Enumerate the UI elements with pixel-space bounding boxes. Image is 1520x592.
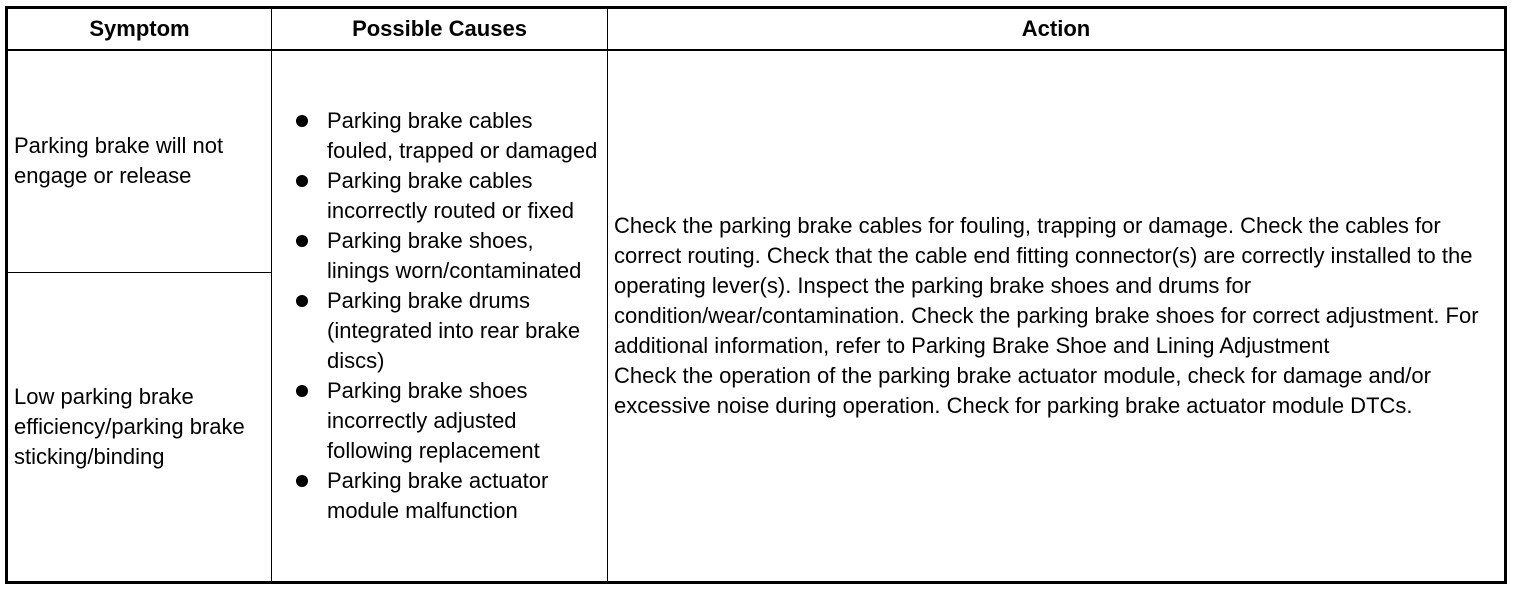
possible-causes-header: Possible Causes (272, 8, 608, 51)
action-header: Action (608, 8, 1506, 51)
cause-text: Parking brake cables incorrectly routed or fixed (327, 168, 574, 223)
bullet-icon (296, 385, 308, 397)
bullet-icon (296, 295, 308, 307)
cause-text: Parking brake shoes, linings worn/contaminated (327, 228, 582, 283)
action-cell (608, 50, 1506, 583)
bullet-icon (296, 175, 308, 187)
symptom-header: Symptom (7, 8, 272, 51)
cause-text: Parking brake drums (integrated into rear brake discs) (327, 288, 581, 373)
possible-causes-cell (272, 50, 608, 583)
list-item (292, 466, 601, 526)
bullet-icon (296, 475, 308, 487)
bullet-icon (296, 235, 308, 247)
symptom-cell: Low parking brake efficiency/parking brake sticking/binding (7, 272, 272, 583)
cause-text: Parking brake cables fouled, trapped or damaged (327, 108, 598, 163)
bullet-icon (296, 115, 308, 127)
diagnostic-table (5, 6, 1507, 584)
list-item (292, 286, 601, 376)
list-item (292, 226, 601, 286)
list-item (292, 376, 601, 466)
header-row (7, 8, 1506, 51)
action-text (614, 211, 1498, 421)
list-item (292, 106, 601, 166)
causes-list (292, 106, 601, 526)
action-paragraph: Check the operation of the parking brake actuator module, check for damage and/or excessive noise during operation. Check for parking brake actuator module DTCs. (614, 363, 1431, 418)
action-paragraph: Check the parking brake cables for fouling, trapping or damage. Check the cables for correct routing. Check that the cable end fitting connector(s) are correctly installed to the operating lever(s). Inspect the parking brake shoes and drums for condition/wear/contamination. Check the parking brake shoes for correct adjustment. For additional information, refer to Parking Brake Shoe and Lining Adjustment (614, 213, 1479, 358)
symptom-cell: Parking brake will not engage or release (7, 50, 272, 272)
cause-text: Parking brake actuator module malfunction (327, 468, 549, 523)
list-item (292, 166, 601, 226)
cause-text: Parking brake shoes incorrectly adjusted following replacement (327, 378, 540, 463)
table-row (7, 50, 1506, 272)
